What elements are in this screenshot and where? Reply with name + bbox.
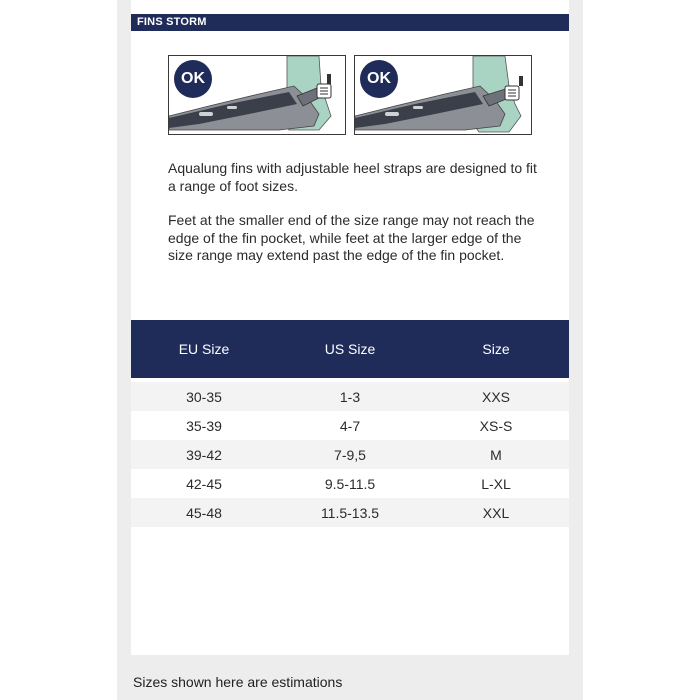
eu-size-cell: 45-48: [131, 498, 277, 527]
us-size-cell: 4-7: [277, 411, 423, 440]
footnote: Sizes shown here are estimations: [133, 674, 343, 690]
size-cell: M: [423, 440, 569, 469]
table-row: [131, 498, 569, 527]
table-row: [131, 382, 569, 411]
column-header-us-size: US Size: [277, 320, 423, 378]
size-cell: L-XL: [423, 469, 569, 498]
ok-badge: OK: [360, 60, 398, 98]
eu-size-cell: 35-39: [131, 411, 277, 440]
page-title: FINS STORM: [131, 14, 569, 31]
column-header-size: Size: [423, 320, 569, 378]
fin-fit-illustration-1: [168, 55, 346, 135]
description-paragraph-2: Feet at the smaller end of the size range may not reach the edge of the fin pocket, while feet at the larger edge of the size range may extend past the edge of the fin pocket.: [168, 212, 535, 263]
table-row: [131, 411, 569, 440]
us-size-cell: 9.5-11.5: [277, 469, 423, 498]
size-description: [168, 160, 538, 282]
description-paragraph-1: Aqualung fins with adjustable heel straps are designed to fit a range of foot sizes.: [168, 160, 537, 194]
ok-badge: OK: [174, 60, 212, 98]
size-cell: XS-S: [423, 411, 569, 440]
table-row: [131, 469, 569, 498]
us-size-cell: 11.5-13.5: [277, 498, 423, 527]
column-header-eu-size: EU Size: [131, 320, 277, 378]
size-cell: XXL: [423, 498, 569, 527]
table-row: [131, 440, 569, 469]
us-size-cell: 7-9,5: [277, 440, 423, 469]
eu-size-cell: 30-35: [131, 382, 277, 411]
eu-size-cell: 42-45: [131, 469, 277, 498]
fin-fit-illustration-2: [354, 55, 532, 135]
us-size-cell: 1-3: [277, 382, 423, 411]
eu-size-cell: 39-42: [131, 440, 277, 469]
table-header-row: [131, 320, 569, 378]
size-cell: XXS: [423, 382, 569, 411]
size-table: [131, 320, 569, 527]
